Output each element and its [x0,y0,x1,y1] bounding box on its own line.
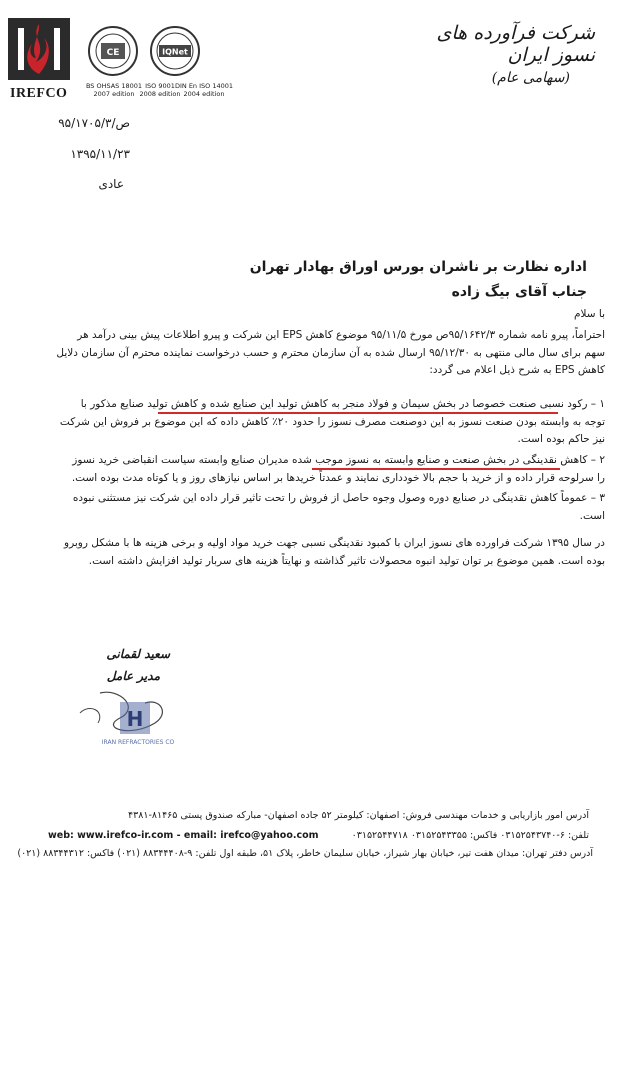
signatory-title: مدیر عامل [106,669,160,683]
text-line: ۲ – کاهش نقدینگی در بخش صنعت و صنایع وابسته به نسوز موجب شده مدیران صنایع وابسته سیاست انقباضی خرید نسوز [72,454,605,466]
text-line: کاهش EPS به شرح ذیل اعلام می گردد: [429,364,605,376]
text-line: است. [579,509,605,522]
footer-address-tehran: آدرس دفتر تهران: میدان هفت تیر، خیابان بهار شیراز، خیابان سلیمان خاطر، پلاک ۵۱، طبقه اول تلفن: ۹-۸۸۳۴۴۴۰۸ (۰۲۱) فاکس: ۸۸۳۴۴۳۱۲ (۰۲۱) [17,848,593,859]
company-logo [8,18,70,80]
closing-paragraph [35,535,605,570]
text-line: ۳ – عموماً کاهش نقدینگی در صنایع دوره وصول وجوه حاصل از فروش را تحت تاثیر قرار داده این شرکت نیز مستثنی نبوده [72,492,605,504]
certification-badge-ohsas [86,24,140,78]
text-line: نیز حاکم بوده است. [517,433,605,445]
greeting: با سلام [573,308,605,320]
iqnet-seal-icon [148,24,202,78]
text-line: ۱ – رکود نسبی صنعت خصوصا در بخش سیمان و فولاد منجر به کاهش تولید این صنایع شده و کاهش تولید صنایع مذکور با [80,398,605,410]
company-type: (سهامی عام) [491,70,570,86]
cert-caption-3: DIN En ISO 14001 2004 edition [174,82,234,98]
highlight-underline [312,468,560,470]
cert-caption-2: ISO 9001 2008 edition [139,82,181,98]
text-line: سهم برای سال مالی منتهی به ۹۵/۱۲/۳۰ ارسال شده به آن سازمان محترم و حسب درخواست نماینده محترم آن سازمان دلایل [56,346,605,359]
item-3-paragraph [35,490,605,525]
letter-classification: عادی [98,177,124,191]
svg-text:H: H [126,707,144,731]
addressee-organization: اداره نظارت بر ناشران بورس اوراق بهادار تهران [249,259,587,275]
text-line: احتراماً، پیرو نامه شماره ۹۵/۱۶۴۲/۳ص مورخ ۹۵/۱۱/۵ موضوع کاهش EPS این شرکت و پیرو اطلاعات پیش بینی درآمد هر [77,329,605,341]
stamp-icon [98,700,178,750]
svg-text:IQNet: IQNet [162,47,188,57]
letter-date: ۱۳۹۵/۱۱/۲۳ [70,147,130,161]
cert-caption-1: BS OHSAS 18001 2007 edition [85,82,143,98]
letter-number: ص/۹۵/۱۷۰۵/۳ [58,116,130,130]
flame-logo-icon [8,18,70,80]
logo-wordmark: IREFCO [10,86,68,101]
text-line: توجه به وابسته بودن صنعت نسوز به این دوصنعت مصرف نسوز را حدود ۲۰٪ کاهش داده که این موضوع بر فروش این شرکت [59,415,605,428]
footer-phone-fax: تلفن: ۶-۰۳۱۵۲۵۴۳۷۴۰ فاکس: ۰۳۱۵۲۵۴۳۳۵۵ ۰۳۱۵۲۵۴۴۷۱۸ [351,830,589,841]
svg-text:CE: CE [106,48,120,58]
addressee-person: جناب آقای بیگ زاده [451,284,587,300]
item-1-paragraph [35,396,605,449]
highlight-underline [158,412,558,414]
company-name: شرکت فرآورده های نسوز ایران [436,22,595,66]
certification-badge-iqnet [148,24,202,78]
certification-seal-icon [86,24,140,78]
signatory-name: سعید لقمانی [106,647,170,661]
footer-web-email: web: www.irefco-ir.com - email: irefco@yahoo.com [48,830,319,841]
item-2-paragraph [35,452,605,487]
footer-address-isfahan: آدرس امور بازاریابی و خدمات مهندسی فروش: اصفهان: کیلومتر ۵۲ جاده اصفهان- مبارکه صندوق پستی ۸۱۴۶۵-۴۳۸۱ [128,810,589,821]
text-line: در سال ۱۳۹۵ شرکت فراورده های نسوز ایران با کمبود نقدینگی نسبی جهت خرید مواد اولیه و برخی هزینه ها با مشکل روبرو [64,537,605,549]
svg-text:IRAN REFRACTORIES CO: IRAN REFRACTORIES CO [101,739,175,746]
intro-paragraph [35,327,605,380]
text-line: را سرلوحه قرار داده و از خرید با حجم بالا خودداری نمایند و عمدتاً خریدها بر اساس نیازهای روز و یا کوتاه مدت بوده است. [71,471,605,484]
text-line: بوده است. همین موضوع بر توان تولید انبوه محصولات تاثیر گذاشته و نهایتاً هزینه های سربار تولید افزایش داشته است. [88,554,605,567]
company-stamp [98,700,178,750]
